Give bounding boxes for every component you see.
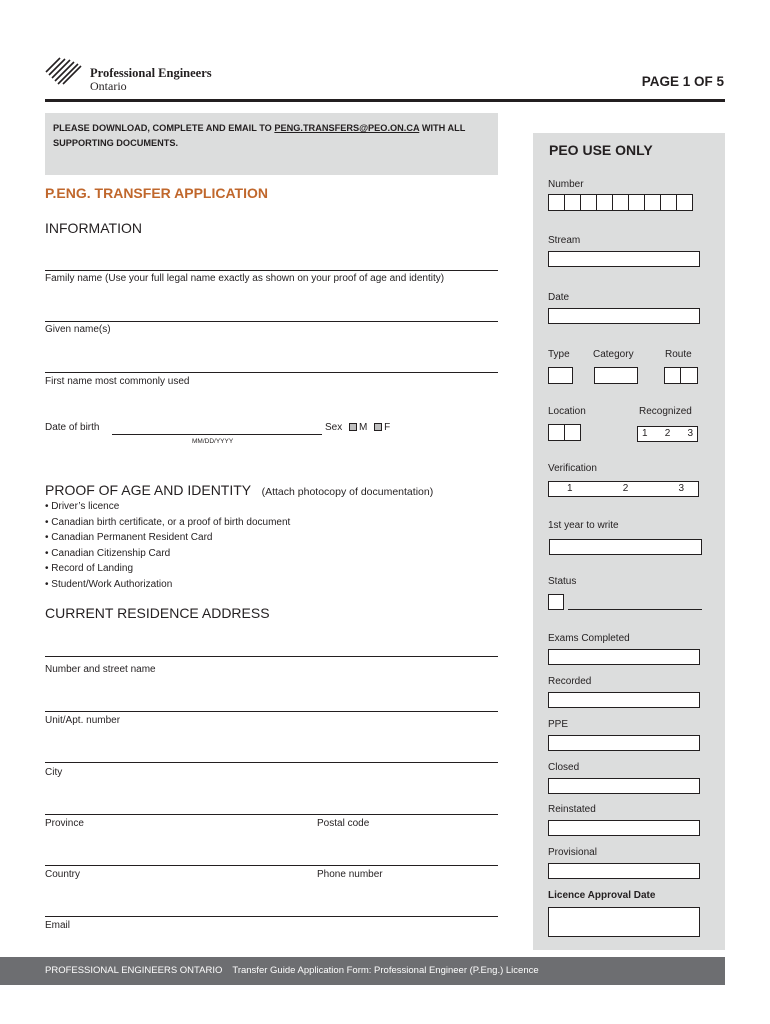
peo-type-field[interactable] xyxy=(548,367,573,384)
given-names-field[interactable] xyxy=(45,321,498,322)
peo-logo-icon xyxy=(44,54,84,86)
peo-number-digit[interactable] xyxy=(660,194,677,211)
peo-reinstated-label: Reinstated xyxy=(548,804,596,815)
proof-heading: PROOF OF AGE AND IDENTITY xyxy=(45,482,252,498)
city-field[interactable] xyxy=(45,762,498,763)
peo-status-label: Status xyxy=(548,576,577,587)
peo-location-field-2[interactable] xyxy=(564,424,581,441)
peo-number-digit[interactable] xyxy=(580,194,597,211)
org-name-line2: Ontario xyxy=(90,79,127,93)
phone-number-label: Phone number xyxy=(317,869,383,880)
peo-route-label: Route xyxy=(665,349,692,360)
peo-category-label: Category xyxy=(593,349,634,360)
peo-recognized-label: Recognized xyxy=(639,406,692,417)
peo-number-boxes xyxy=(548,194,692,211)
list-item: • Driver’s licence xyxy=(45,501,120,512)
peo-recognized-field[interactable] xyxy=(637,426,698,442)
information-heading: INFORMATION xyxy=(45,220,142,236)
peo-verification-option: 3 xyxy=(678,483,684,494)
peo-exams-completed-field[interactable] xyxy=(548,649,700,665)
proof-heading-row xyxy=(45,482,433,500)
peo-route-field-1[interactable] xyxy=(664,367,681,384)
peo-status-line[interactable] xyxy=(568,609,702,610)
form-title: P.ENG. TRANSFER APPLICATION xyxy=(45,185,268,201)
family-name-label: Family name (Use your full legal name exactly as shown on your proof of age and identity) xyxy=(45,273,445,284)
peo-stream-field[interactable] xyxy=(548,251,700,267)
peo-recognized-option: 3 xyxy=(687,428,693,439)
country-label: Country xyxy=(45,869,81,880)
peo-ppe-field[interactable] xyxy=(548,735,700,751)
given-names-label: Given name(s) xyxy=(45,324,111,335)
peo-recognized-option: 2 xyxy=(664,428,671,439)
peo-number-digit[interactable] xyxy=(612,194,629,211)
list-item: • Student/Work Authorization xyxy=(45,578,173,590)
footer-org: PROFESSIONAL ENGINEERS ONTARIO xyxy=(45,965,223,976)
peo-provisional-field[interactable] xyxy=(548,863,700,879)
peo-type-label: Type xyxy=(548,349,570,360)
peo-licence-approval-label: Licence Approval Date xyxy=(548,890,656,901)
peo-number-digit[interactable] xyxy=(628,194,645,211)
peo-route-field-2[interactable] xyxy=(680,367,698,384)
first-name-label: First name most commonly used xyxy=(45,376,190,387)
address-heading: CURRENT RESIDENCE ADDRESS xyxy=(45,605,270,621)
peo-number-digit[interactable] xyxy=(564,194,581,211)
sex-f-checkbox[interactable] xyxy=(374,423,382,431)
province-label: Province xyxy=(45,818,84,829)
proof-note: (Attach photocopy of documentation) xyxy=(261,486,434,498)
list-item: • Record of Landing xyxy=(45,563,134,574)
page-footer xyxy=(0,957,725,985)
postal-code-label: Postal code xyxy=(317,818,370,829)
list-item: • Canadian birth certificate, or a proof of birth document xyxy=(45,516,291,528)
peo-number-digit[interactable] xyxy=(676,194,693,211)
peo-verification-option: 2 xyxy=(622,483,629,494)
instruction-text-pre: PLEASE DOWNLOAD, COMPLETE AND EMAIL TO xyxy=(53,123,275,133)
email-label: Email xyxy=(45,920,71,931)
peo-category-field[interactable] xyxy=(594,367,638,384)
unit-label: Unit/Apt. number xyxy=(45,715,121,726)
dob-label: Date of birth xyxy=(45,422,100,433)
peo-recorded-label: Recorded xyxy=(548,676,592,687)
list-item: • Canadian Permanent Resident Card xyxy=(45,532,213,543)
peo-closed-label: Closed xyxy=(548,762,580,773)
page-number: PAGE 1 OF 5 xyxy=(641,74,724,89)
peo-reinstated-field[interactable] xyxy=(548,820,700,836)
peo-date-field[interactable] xyxy=(548,308,700,324)
instruction-text-post: WITH ALL SUPPORTING DOCUMENTS. xyxy=(53,123,466,148)
peo-status-checkbox[interactable] xyxy=(548,594,564,610)
email-field[interactable] xyxy=(45,916,498,917)
peo-provisional-label: Provisional xyxy=(548,847,597,858)
peo-exams-completed-label: Exams Completed xyxy=(548,633,630,644)
country-phone-field[interactable] xyxy=(45,865,498,866)
family-name-field[interactable] xyxy=(45,270,498,271)
peo-licence-approval-field[interactable] xyxy=(548,907,700,937)
peo-closed-field[interactable] xyxy=(548,778,700,794)
peo-date-label: Date xyxy=(548,292,570,303)
peo-number-digit[interactable] xyxy=(548,194,565,211)
peo-verification-field[interactable] xyxy=(548,481,699,497)
peo-ppe-label: PPE xyxy=(548,719,569,730)
peo-number-digit[interactable] xyxy=(644,194,661,211)
proof-list xyxy=(45,499,290,592)
street-label: Number and street name xyxy=(45,664,156,675)
peo-verification-label: Verification xyxy=(548,463,597,474)
sex-group xyxy=(325,422,390,433)
sex-m-checkbox[interactable] xyxy=(349,423,357,431)
header-rule xyxy=(45,99,725,102)
sex-m-label: M xyxy=(359,422,368,433)
province-postal-field[interactable] xyxy=(45,814,498,815)
peo-recorded-field[interactable] xyxy=(548,692,700,708)
dob-field[interactable] xyxy=(112,434,322,435)
city-label: City xyxy=(45,767,63,778)
sex-f-label: F xyxy=(384,422,391,433)
street-field[interactable] xyxy=(45,656,498,657)
peo-number-label: Number xyxy=(548,179,584,190)
unit-field[interactable] xyxy=(45,711,498,712)
dob-format-hint: MM/DD/YYYY xyxy=(192,438,234,445)
first-name-field[interactable] xyxy=(45,372,498,373)
peo-location-label: Location xyxy=(548,406,586,417)
instruction-box xyxy=(45,113,498,175)
peo-recognized-option: 1 xyxy=(642,428,648,439)
list-item: • Canadian Citizenship Card xyxy=(45,547,171,559)
peo-title: PEO USE ONLY xyxy=(549,142,653,158)
peo-location-field-1[interactable] xyxy=(548,424,565,441)
sex-label: Sex xyxy=(325,422,343,433)
footer-subtitle: Transfer Guide Application Form: Professional Engineer (P.Eng.) Licence xyxy=(232,965,539,976)
peo-number-digit[interactable] xyxy=(596,194,613,211)
peo-first-year-label: 1st year to write xyxy=(548,520,619,531)
submission-email-link[interactable]: PENG.TRANSFERS@PEO.ON.CA xyxy=(274,123,420,133)
peo-stream-label: Stream xyxy=(548,235,581,246)
org-name-line1: Professional Engineers xyxy=(90,66,212,80)
peo-first-year-field[interactable] xyxy=(549,539,702,555)
peo-verification-option: 1 xyxy=(567,483,573,494)
